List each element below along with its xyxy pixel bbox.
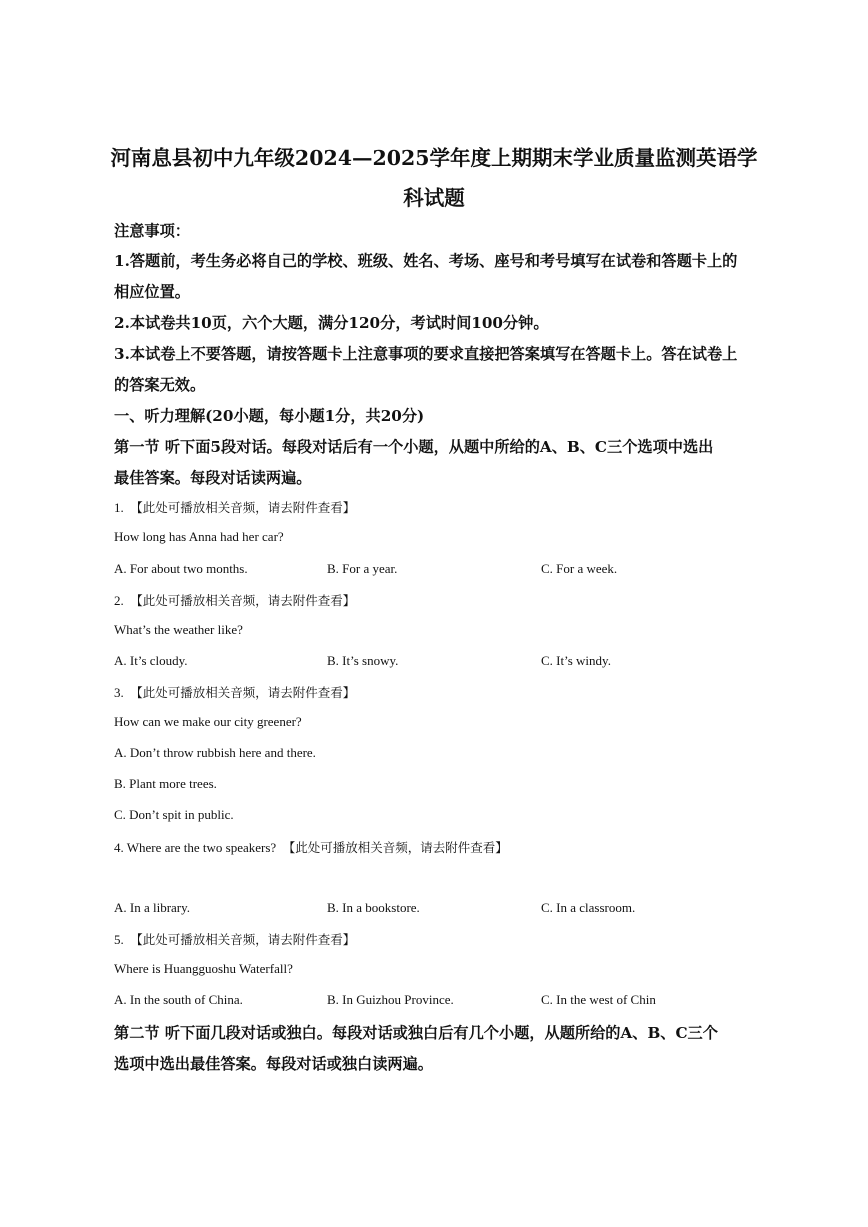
question-2-text: What’s the weather like? [114, 622, 243, 637]
question-2-option-c: C. It’s windy. [541, 653, 611, 668]
question-2-option-a: A. It’s cloudy. [114, 653, 188, 668]
audio-placeholder[interactable]: 【此处可播放相关音频，请去附件查看】 [130, 685, 356, 700]
audio-placeholder[interactable]: 【此处可播放相关音频，请去附件查看】 [282, 840, 508, 855]
audio-placeholder[interactable]: 【此处可播放相关音频，请去附件查看】 [130, 593, 356, 608]
question-number: 5. [114, 932, 124, 947]
question-1-option-a: A. For about two months. [114, 561, 248, 576]
audio-placeholder[interactable]: 【此处可播放相关音频，请去附件查看】 [130, 500, 356, 515]
section1-instructions-line1: 第一节 听下面5段对话。每段对话后有一个小题，从题中所给的A、B、C三个选项中选出 [114, 438, 714, 456]
question-5-option-c: C. In the west of Chin [541, 992, 656, 1007]
part1-heading: 一、听力理解(20小题，每小题1分，共20分) [114, 407, 425, 425]
question-3-header [114, 683, 355, 701]
question-4-header [114, 838, 508, 856]
question-5-text: Where is Huangguoshu Waterfall? [114, 961, 293, 976]
question-3-option-c: C. Don’t spit in public. [114, 807, 234, 822]
question-1-option-c: C. For a week. [541, 561, 618, 576]
note-3-line2: 的答案无效。 [114, 376, 206, 394]
notes-heading: 注意事项： [114, 222, 190, 240]
section2-instructions-line2: 选项中选出最佳答案。每段对话或独白读两遍。 [114, 1055, 433, 1073]
question-2-header [114, 591, 355, 609]
question-2-option-b: B. It’s snowy. [327, 653, 399, 668]
question-3-text: How can we make our city greener? [114, 714, 302, 729]
question-5-option-a: A. In the south of China. [114, 992, 243, 1007]
question-4-option-a: A. In a library. [114, 900, 191, 915]
question-number: 4. [114, 840, 124, 855]
section1-instructions-line2: 最佳答案。每段对话读两遍。 [114, 469, 312, 487]
question-number: 2. [114, 593, 124, 608]
exam-title-line2: 科试题 [403, 186, 465, 210]
audio-placeholder[interactable]: 【此处可播放相关音频，请去附件查看】 [130, 932, 356, 947]
note-1-line2: 相应位置。 [114, 283, 190, 301]
exam-title-line1: 河南息县初中九年级2024—2025学年度上期期末学业质量监测英语学 [110, 146, 758, 170]
note-2: 2.本试卷共10页，六个大题，满分120分，考试时间100分钟。 [114, 314, 549, 332]
note-3-line1: 3.本试卷上不要答题，请按答题卡上注意事项的要求直接把答案填写在答题卡上。答在试卷上 [114, 345, 738, 363]
question-number: 1. [114, 500, 124, 515]
question-number: 3. [114, 685, 124, 700]
question-4-text: Where are the two speakers? [126, 840, 277, 855]
question-1-option-b: B. For a year. [327, 561, 398, 576]
question-5-option-b: B. In Guizhou Province. [327, 992, 454, 1007]
question-3-option-b: B. Plant more trees. [114, 776, 217, 791]
question-3-option-a: A. Don’t throw rubbish here and there. [114, 745, 316, 760]
question-1-header [114, 498, 355, 516]
question-4-option-c: C. In a classroom. [541, 900, 636, 915]
section2-instructions-line1: 第二节 听下面几段对话或独白。每段对话或独白后有几个小题，从题所给的A、B、C三个 [114, 1024, 718, 1042]
question-4-option-b: B. In a bookstore. [327, 900, 420, 915]
question-1-text: How long has Anna had her car? [114, 529, 284, 544]
note-1-line1: 1.答题前，考生务必将自己的学校、班级、姓名、考场、座号和考号填写在试卷和答题卡上的 [114, 252, 738, 270]
question-5-header [114, 930, 355, 948]
